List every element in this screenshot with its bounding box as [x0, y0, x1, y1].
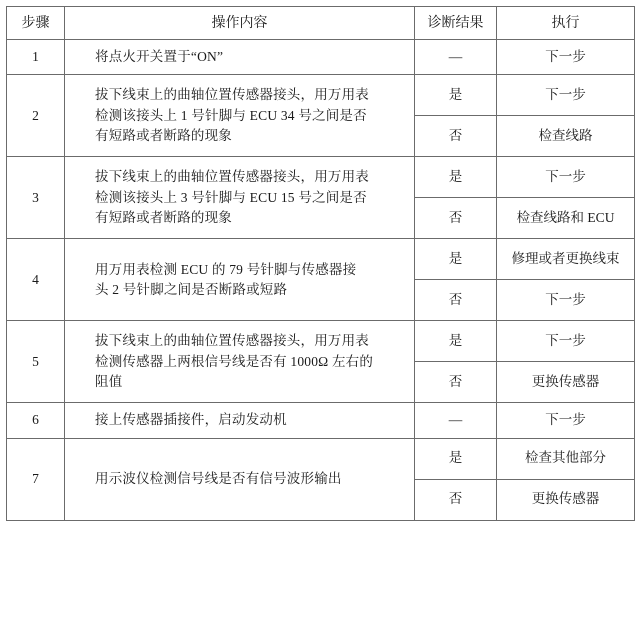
table-row	[7, 75, 635, 116]
cell-execution: 检查线路和 ECU	[497, 198, 635, 239]
operation-line: 用万用表检测 ECU 的 79 号针脚与传感器接	[95, 261, 357, 277]
cell-diagnosis: 是	[415, 75, 497, 116]
cell-execution: 下一步	[497, 280, 635, 321]
operation-line: 头 2 号针脚之间是否断路或短路	[95, 281, 288, 297]
operation-line: 拔下线束上的曲轴位置传感器接头，用万用表	[95, 87, 369, 103]
cell-step: 2	[7, 75, 65, 157]
column-header-operation: 操作内容	[65, 7, 415, 40]
cell-operation	[65, 239, 415, 321]
cell-step: 6	[7, 403, 65, 438]
operation-line: 拔下线束上的曲轴位置传感器接头，用万用表	[95, 333, 369, 349]
cell-step: 4	[7, 239, 65, 321]
cell-step: 7	[7, 438, 65, 520]
operation-line: 拔下线束上的曲轴位置传感器接头，用万用表	[95, 169, 369, 185]
cell-execution: 下一步	[497, 40, 635, 75]
operation-line: 将点火开关置于“ON”	[95, 49, 224, 64]
cell-diagnosis: 否	[415, 362, 497, 403]
cell-diagnosis: —	[415, 40, 497, 75]
cell-execution: 下一步	[497, 403, 635, 438]
table-row	[7, 403, 635, 438]
table-row	[7, 40, 635, 75]
cell-diagnosis: 否	[415, 280, 497, 321]
cell-operation	[65, 438, 415, 520]
cell-diagnosis: —	[415, 403, 497, 438]
cell-execution: 下一步	[497, 75, 635, 116]
table-row	[7, 438, 635, 479]
cell-diagnosis: 否	[415, 116, 497, 157]
cell-step: 3	[7, 157, 65, 239]
cell-diagnosis: 是	[415, 239, 497, 280]
cell-operation	[65, 403, 415, 438]
table-row	[7, 321, 635, 362]
operation-line: 检测传感器上两根信号线是否有 1000Ω 左右的	[95, 353, 374, 369]
column-header-diagnosis: 诊断结果	[415, 7, 497, 40]
operation-line: 阻值	[95, 373, 123, 389]
operation-line: 检测该接头上 3 号针脚与 ECU 15 号之间是否	[95, 189, 367, 205]
table-header-row	[7, 7, 635, 40]
column-header-execution: 执行	[497, 7, 635, 40]
operation-line: 接上传感器插接件，启动发动机	[95, 412, 287, 428]
cell-operation	[65, 40, 415, 75]
cell-diagnosis: 是	[415, 321, 497, 362]
operation-line: 有短路或者断路的现象	[95, 209, 232, 225]
cell-operation	[65, 157, 415, 239]
cell-execution: 下一步	[497, 321, 635, 362]
operation-line: 检测该接头上 1 号针脚与 ECU 34 号之间是否	[95, 107, 367, 123]
column-header-step: 步骤	[7, 7, 65, 40]
cell-step: 1	[7, 40, 65, 75]
cell-diagnosis: 否	[415, 198, 497, 239]
cell-execution: 更换传感器	[497, 479, 635, 520]
cell-step: 5	[7, 321, 65, 403]
cell-diagnosis: 是	[415, 438, 497, 479]
cell-diagnosis: 是	[415, 157, 497, 198]
diagnostic-procedure-table	[6, 6, 635, 521]
cell-execution: 下一步	[497, 157, 635, 198]
operation-line: 用示波仪检测信号线是否有信号波形输出	[95, 470, 342, 486]
cell-execution: 检查其他部分	[497, 438, 635, 479]
cell-execution: 修理或者更换线束	[497, 239, 635, 280]
table-row	[7, 157, 635, 198]
table-row	[7, 239, 635, 280]
table-header	[7, 7, 635, 40]
cell-execution: 更换传感器	[497, 362, 635, 403]
cell-operation	[65, 75, 415, 157]
table-body	[7, 40, 635, 521]
operation-line: 有短路或者断路的现象	[95, 127, 232, 143]
cell-operation	[65, 321, 415, 403]
cell-diagnosis: 否	[415, 479, 497, 520]
cell-execution: 检查线路	[497, 116, 635, 157]
